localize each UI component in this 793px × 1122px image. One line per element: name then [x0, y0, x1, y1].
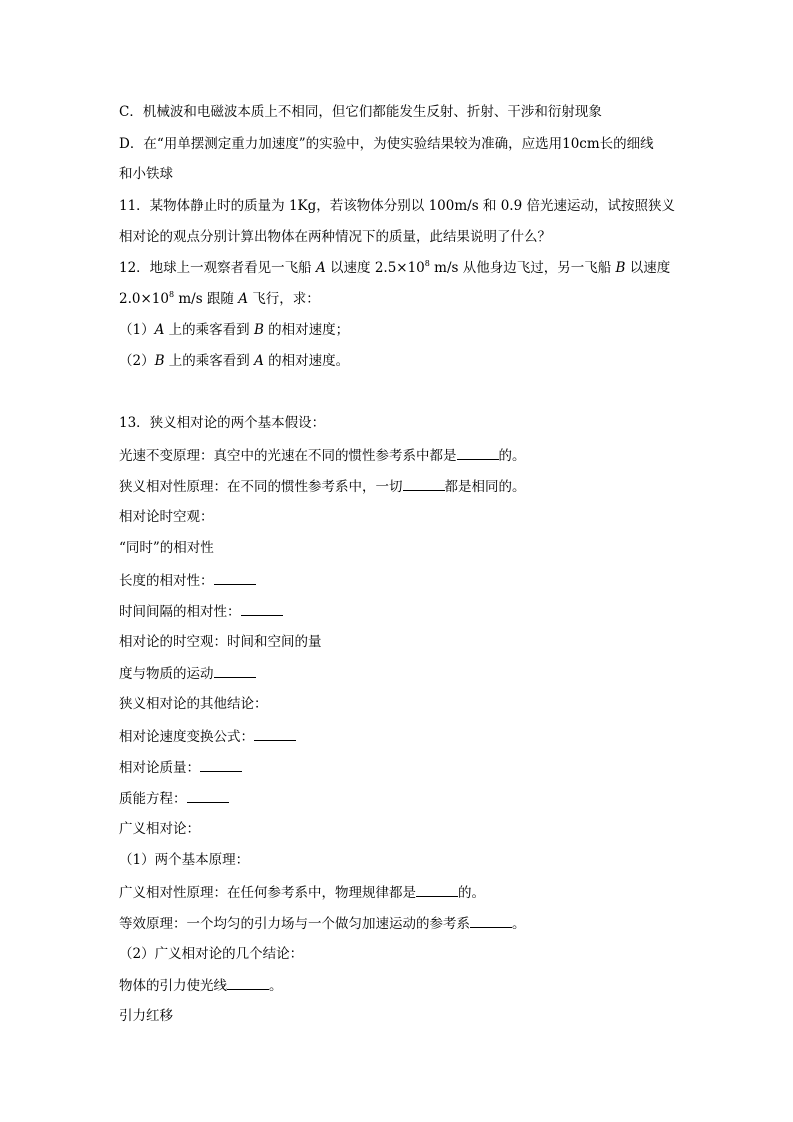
- q13-relativistic-mass: 相对论质量：: [119, 757, 242, 778]
- answer-blank[interactable]: [200, 757, 242, 772]
- answer-blank[interactable]: [187, 788, 229, 803]
- q13-spacetime-heading: 相对论时空观：: [119, 509, 214, 525]
- q13-light-bending: 物体的引力使光线 。: [119, 975, 283, 996]
- q13-light-speed-principle: 光速不变原理：真空中的光速在不同的惯性参考系中都是 的。: [119, 445, 526, 466]
- question-12-sub-2: （2）B 上的乘客看到 A 的相对速度。: [119, 353, 350, 369]
- question-11-line-1: 11．某物体静止时的质量为 1Kg，若该物体分别以 100m/s 和 0.9 倍光速运动，试按照狭义: [119, 198, 675, 214]
- answer-blank[interactable]: [403, 476, 445, 491]
- option-d-line-1: D．在“用单摆测定重力加速度”的实验中，为使实验结果较为准确，应选用10cm长的细线: [119, 136, 654, 152]
- answer-blank[interactable]: [227, 975, 269, 990]
- option-d-line-2: 和小铁球: [119, 166, 173, 182]
- q13-other-conclusions: 狭义相对论的其他结论：: [119, 696, 268, 712]
- option-c: C．机械波和电磁波本质上不相同，但它们都能发生反射、折射、干涉和衍射现象: [119, 104, 602, 120]
- question-13-title: 13．狭义相对论的两个基本假设：: [119, 415, 326, 431]
- q13-mass-energy: 质能方程：: [119, 788, 229, 809]
- q13-spacetime-view: 相对论的时空观：时间和空间的量: [119, 634, 322, 650]
- q13-simultaneity: “同时”的相对性: [119, 540, 214, 556]
- q13-velocity-transform: 相对论速度变换公式：: [119, 726, 296, 747]
- question-12-line-1: 12．地球上一观察者看见一飞船 A 以速度 $2.5\times 10^8$ m/s 从他身边飞过，另一飞船 B 以速度: [119, 259, 671, 276]
- q13-motion: 度与物质的运动: [119, 663, 256, 684]
- q13-equivalence-principle: 等效原理：一个均匀的引力场与一个做匀加速运动的参考系 。: [119, 913, 526, 934]
- q13-general-principle: 广义相对性原理：在任何参考系中，物理规律都是 的。: [119, 882, 485, 903]
- answer-blank[interactable]: [241, 601, 283, 616]
- q13-general-relativity: 广义相对论：: [119, 821, 200, 837]
- answer-blank[interactable]: [416, 882, 458, 897]
- answer-blank[interactable]: [470, 913, 512, 928]
- q13-time-relativity: 时间间隔的相对性：: [119, 601, 283, 622]
- question-11-line-2: 相对论的观点分别计算出物体在两种情况下的质量，此结果说明了什么？: [119, 229, 551, 245]
- answer-blank[interactable]: [214, 663, 256, 678]
- answer-blank[interactable]: [214, 570, 256, 585]
- q13-two-principles: （1）两个基本原理：: [119, 852, 250, 868]
- q13-relativity-principle: 狭义相对性原理：在不同的惯性参考系中，一切 都是相同的。: [119, 476, 526, 497]
- answer-blank[interactable]: [254, 726, 296, 741]
- q13-redshift: 引力红移: [119, 1008, 173, 1024]
- question-12-line-2: $2.0\times 10^8$ m/s 跟随 A 飞行，求：: [119, 290, 320, 307]
- question-12-sub-1: （1）A 上的乘客看到 B 的相对速度；: [119, 322, 350, 338]
- q13-gr-conclusions: （2）广义相对论的几个结论：: [119, 946, 304, 962]
- q13-length-relativity: 长度的相对性：: [119, 570, 256, 591]
- answer-blank[interactable]: [457, 445, 499, 460]
